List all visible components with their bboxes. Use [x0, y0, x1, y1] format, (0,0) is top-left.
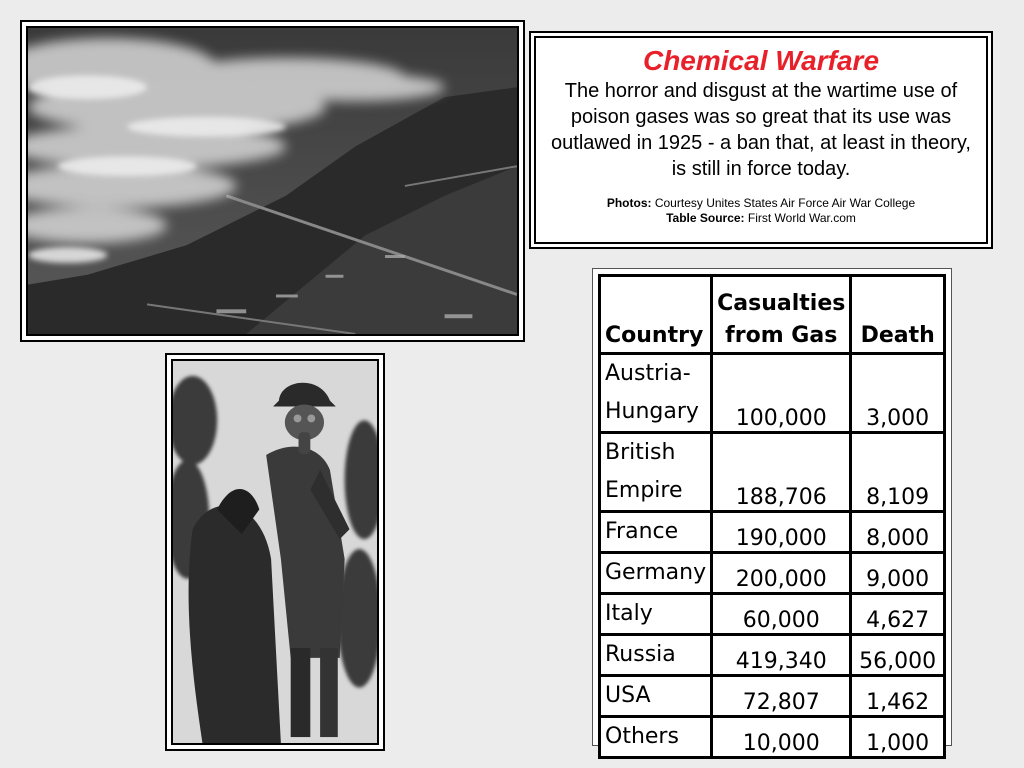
cell-death: 1,000 — [851, 717, 945, 758]
cell-casualties: 419,340 — [712, 635, 851, 676]
cell-death: 9,000 — [851, 553, 945, 594]
table-header-row — [600, 276, 945, 354]
gas-attack-photo-image — [26, 26, 519, 336]
cell-country: Italy — [600, 594, 712, 635]
cell-casualties: 200,000 — [712, 553, 851, 594]
cell-death: 1,462 — [851, 676, 945, 717]
cell-country: British Empire — [600, 433, 712, 512]
gas-mask-soldier-photo — [165, 353, 385, 751]
cell-death: 56,000 — [851, 635, 945, 676]
header-casualties: Casualties from Gas — [712, 276, 851, 354]
gas-attack-illustration — [28, 28, 517, 334]
cell-death: 3,000 — [851, 354, 945, 433]
cell-death: 8,000 — [851, 512, 945, 553]
casualties-table — [598, 274, 946, 759]
cell-country: Russia — [600, 635, 712, 676]
table-row — [600, 717, 945, 758]
table-row — [600, 635, 945, 676]
table-source-credits — [536, 211, 986, 226]
header-death: Death — [851, 276, 945, 354]
cell-country: Germany — [600, 553, 712, 594]
cell-death: 4,627 — [851, 594, 945, 635]
table-row — [600, 676, 945, 717]
table-source-credit: First World War.com — [747, 211, 856, 225]
table-row — [600, 594, 945, 635]
caption-title: Chemical Warfare — [642, 45, 880, 76]
table-row — [600, 354, 945, 433]
cell-casualties: 60,000 — [712, 594, 851, 635]
header-country: Country — [600, 276, 712, 354]
table-row — [600, 553, 945, 594]
gas-mask-soldier-illustration — [173, 361, 377, 743]
cell-casualties: 10,000 — [712, 717, 851, 758]
cell-country: France — [600, 512, 712, 553]
cell-country: Austria-Hungary — [600, 354, 712, 433]
table-row — [600, 512, 945, 553]
cell-death: 8,109 — [851, 433, 945, 512]
caption-body: The horror and disgust at the wartime use of poison gases was so great that its use was outlawed in 1925 - a ban that, at least in theory, is still in force today. — [551, 80, 971, 180]
table-row — [600, 433, 945, 512]
cell-country: Others — [600, 717, 712, 758]
caption-box-inner — [534, 36, 988, 244]
cell-casualties: 188,706 — [712, 433, 851, 512]
table-source-label: Table Source: — [666, 211, 745, 225]
caption-box — [529, 31, 993, 249]
casualties-table-frame — [592, 268, 952, 756]
photos-label: Photos: — [606, 196, 652, 210]
photo-credits — [536, 196, 986, 211]
photos-credit: Courtesy Unites States Air Force Air War College — [654, 196, 916, 210]
cell-casualties: 72,807 — [712, 676, 851, 717]
cell-casualties: 190,000 — [712, 512, 851, 553]
gas-mask-soldier-photo-image — [171, 359, 379, 745]
cell-casualties: 100,000 — [712, 354, 851, 433]
gas-attack-photo — [20, 20, 525, 342]
cell-country: USA — [600, 676, 712, 717]
